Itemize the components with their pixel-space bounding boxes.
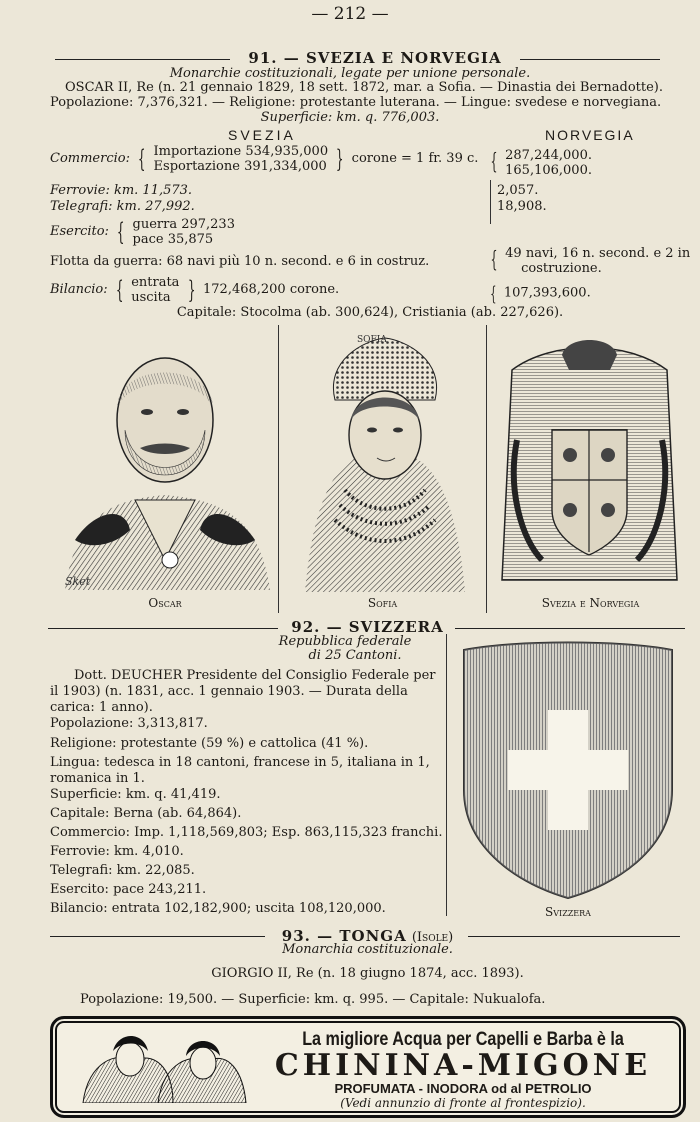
svg-text:Sket: Sket — [65, 575, 91, 588]
swiss-ferrovie: Ferrovie: km. 4,010. — [50, 844, 184, 859]
nor-flotta-1: 49 navi, 16 n. second. e 2 in — [505, 246, 691, 261]
esercito-label: Esercito: — [50, 224, 109, 239]
esercito-row: Esercito: { guerra 297,233 pace 35,875 — [50, 217, 235, 247]
caption-svizzera: Svizzera — [545, 905, 591, 919]
brace: } — [336, 145, 344, 173]
bilancio-value: 172,468,200 corone. — [203, 282, 340, 297]
column-norvegia: NORVEGIA — [545, 127, 635, 143]
nor-commercio: { 287,244,000. 165,106,000. — [490, 148, 592, 178]
commercio-row — [50, 144, 478, 174]
nor-flotta-2: costruzione. — [521, 261, 602, 276]
divider-left — [55, 59, 230, 60]
divider-right — [520, 59, 660, 60]
brace: { — [137, 145, 146, 173]
flotta-line: Flotta da guerra: 68 navi più 10 n. second. e 6 in costruz. — [50, 254, 430, 269]
nor-flotta: { 49 navi, 16 n. second. e 2 in costruzione. — [490, 246, 691, 276]
swiss-bilancio: Bilancio: entrata 102,182,900; uscita 108,120,000. — [50, 901, 386, 916]
divider-right — [455, 628, 685, 629]
swiss-president: Dott. DEUCHER Presidente del Consiglio Federale per il 1903) (n. 1831, acc. 1 gennaio 1903. — Durata della carica: 1 anno). — [50, 668, 436, 715]
column-svezia: SVEZIA — [228, 127, 296, 143]
ad-line-4: (Vedi annunzio di fronte al frontespizio). — [340, 1096, 586, 1110]
swiss-superficie: Superficie: km. q. 41,419. — [50, 787, 221, 802]
nor-export: 165,106,000. — [505, 163, 592, 178]
ferrovie-line: Ferrovie: km. 11,573. — [50, 183, 193, 198]
divider-left — [50, 936, 265, 937]
capitale-line: Capitale: Stocolma (ab. 300,624), Cristiania (ab. 227,626). — [176, 305, 564, 320]
swiss-esercito: Esercito: pace 243,211. — [50, 882, 207, 897]
ad-line-1: La migliore Acqua per Capelli e Barba è la — [302, 1029, 624, 1050]
section-93-title-suffix: (Isole) — [411, 930, 454, 945]
commercio-values — [154, 144, 329, 174]
nor-telegrafi: 18,908. — [497, 199, 547, 214]
ad-illustration — [78, 1031, 248, 1103]
import-value: 534,935,000 — [245, 144, 329, 159]
illustration-divider — [278, 325, 279, 613]
commercio-label: Commercio: — [50, 151, 130, 166]
section-91-subtitle: Monarchie costituzionali, legate per unione personale. — [169, 66, 531, 81]
export-label: Esportazione — [153, 159, 240, 174]
nor-column-line — [490, 180, 491, 224]
bilancio-uscita: uscita — [131, 290, 171, 305]
bilancio-label: Bilancio: — [50, 282, 108, 297]
section-92-subtitle-1: Repubblica federale — [278, 634, 412, 649]
section-92-title: 92. — SVIZZERA — [291, 618, 444, 636]
swiss-commercio: Commercio: Imp. 1,118,569,803; Esp. 863,115,323 franchi. — [50, 825, 443, 840]
caption-svezia-norvegia: Svezia e Norvegia — [541, 596, 640, 610]
esercito-pace: pace 35,875 — [132, 232, 214, 247]
nor-bilancio: { 107,393,600. — [490, 281, 591, 305]
superficie-line: Superficie: km. q. 776,003. — [260, 110, 440, 125]
page-number: — 212 — — [311, 4, 389, 24]
nor-import: 287,244,000. — [505, 148, 592, 163]
swiss-religione: Religione: protestante (59 %) e cattolica (41 %). — [50, 736, 369, 751]
svezia-norvegia-coat-of-arms — [492, 330, 687, 592]
section-91-title: 91. — SVEZIA E NORVEGIA — [248, 49, 502, 67]
esercito-guerra: guerra 297,233 — [132, 217, 235, 232]
oscar-portrait — [55, 330, 275, 590]
caption-sofia: Sofia — [367, 596, 398, 610]
svizzera-coat-of-arms — [454, 640, 682, 902]
swiss-telegrafi: Telegrafi: km. 22,085. — [50, 863, 195, 878]
sofia-portrait — [285, 330, 483, 592]
section-92-subtitle-2: di 25 Cantoni. — [308, 648, 402, 663]
swiss-popolazione: Popolazione: 3,313,817. — [50, 716, 208, 731]
caption-oscar: Oscar — [148, 596, 182, 610]
population-line: Popolazione: 7,376,321. — Religione: protestante luterana. — Lingue: svedese e norvegiana. — [50, 95, 662, 110]
illustration-divider — [486, 325, 487, 613]
ad-line-3: PROFUMATA - INODORA od al PETROLIO — [334, 1081, 592, 1096]
corone-rate: corone = 1 fr. 39 c. — [351, 151, 479, 166]
swiss-lingua: Lingua: tedesca in 18 cantoni, francese in 5, italiana in 1, romanica in 1. — [50, 755, 430, 786]
ad-brand: CHININA-MIGONE — [274, 1048, 652, 1083]
nor-bilancio-value: 107,393,600. — [503, 285, 591, 301]
telegrafi-line: Telegrafi: km. 27,992. — [50, 199, 195, 214]
tonga-king-line: GIORGIO II, Re (n. 18 giugno 1874, acc. 1893). — [211, 966, 524, 981]
section-93-subtitle: Monarchia costituzionale. — [282, 942, 453, 957]
bilancio-entrata: entrata — [131, 275, 180, 290]
sofia-signature: SOFIA — [357, 335, 387, 345]
divider-right — [468, 936, 680, 937]
import-label: Importazione — [153, 144, 242, 159]
swiss-capitale: Capitale: Berna (ab. 64,864). — [50, 806, 242, 821]
divider-left — [48, 628, 278, 629]
chinina-migone-advertisement — [50, 1016, 686, 1118]
king-line: OSCAR II, Re (n. 21 gennaio 1829, 18 sett. 1872, mar. a Sofia. — Dinastia dei Bernadotte). — [65, 80, 664, 95]
section-93-title: 93. — TONGA — [281, 927, 407, 945]
nor-ferrovie: 2,057. — [497, 183, 539, 198]
bilancio-row: Bilancio: { entrata uscita } 172,468,200 corone. — [50, 275, 340, 305]
export-value: 391,334,000 — [244, 159, 327, 174]
tonga-population-line: Popolazione: 19,500. — Superficie: km. q. 995. — Capitale: Nukualofa. — [80, 992, 546, 1007]
